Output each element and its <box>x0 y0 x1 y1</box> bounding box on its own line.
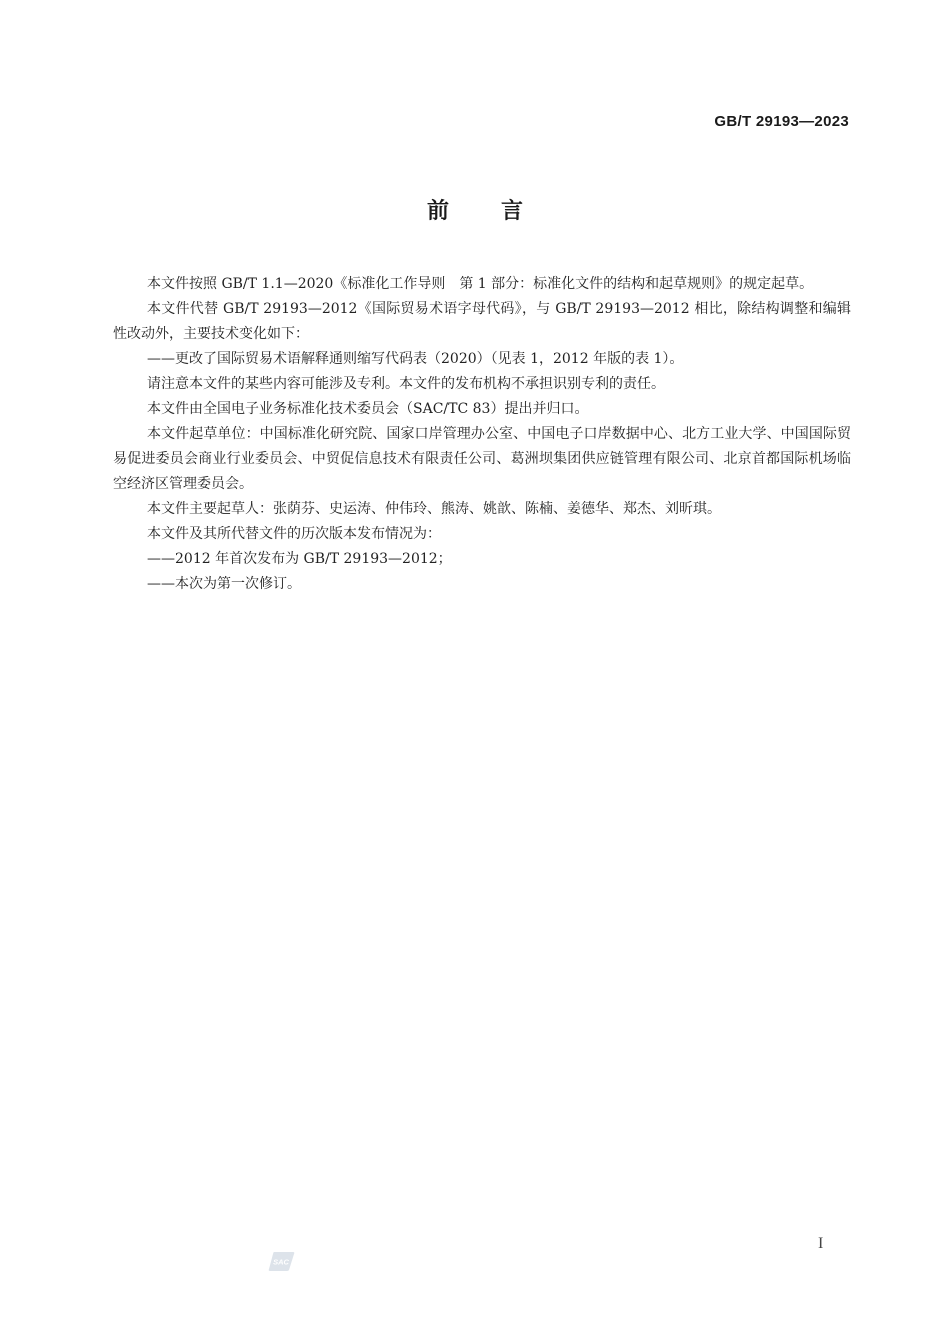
paragraph-patent-notice: 请注意本文件的某些内容可能涉及专利。本文件的发布机构不承担识别专利的责任。 <box>147 376 665 392</box>
sac-logo-icon <box>268 1250 295 1272</box>
page-number: I <box>818 1235 824 1252</box>
page-title: 前言 <box>426 199 575 224</box>
document-body <box>113 272 851 597</box>
paragraph-drafters: 本文件主要起草人：张荫芬、史运涛、仲伟玲、熊涛、姚歆、陈楠、姜德华、郑杰、刘昕琪。 <box>147 501 721 517</box>
paragraph-history-2012: ——2012 年首次发布为 GB/T 29193—2012； <box>147 551 452 567</box>
paragraph-history-current: ——本次为第一次修订。 <box>147 576 301 592</box>
sac-logo-text: SAC <box>273 1257 289 1267</box>
paragraph-proposer: 本文件由全国电子业务标准化技术委员会（SAC/TC 83）提出并归口。 <box>147 401 589 417</box>
paragraph-version-history: 本文件及其所代替文件的历次版本发布情况为： <box>147 526 441 542</box>
standard-code: GB/T 29193—2023 <box>714 113 849 130</box>
paragraph-drafting-units: 本文件起草单位：中国标准化研究院、国家口岸管理办公室、中国电子口岸数据中心、北方工业大学、中国国际贸易促进委员会商业行业委员会、中贸促信息技术有限责任公司、葛洲坝集团供应链管理有限公司、北京首都国际机场临空经济区管理委员会。 <box>113 426 851 492</box>
paragraph-replacement: 本文件代替 GB/T 29193—2012《国际贸易术语字母代码》，与 GB/T 29193—2012 相比，除结构调整和编辑性改动外，主要技术变化如下： <box>113 301 851 342</box>
paragraph-change-item: ——更改了国际贸易术语解释通则缩写代码表（2020）（见表 1，2012 年版的表 1）。 <box>147 351 684 367</box>
paragraph-drafting-rules: 本文件按照 GB/T 1.1—2020《标准化工作导则 第 1 部分：标准化文件的结构和起草规则》的规定起草。 <box>147 276 814 292</box>
